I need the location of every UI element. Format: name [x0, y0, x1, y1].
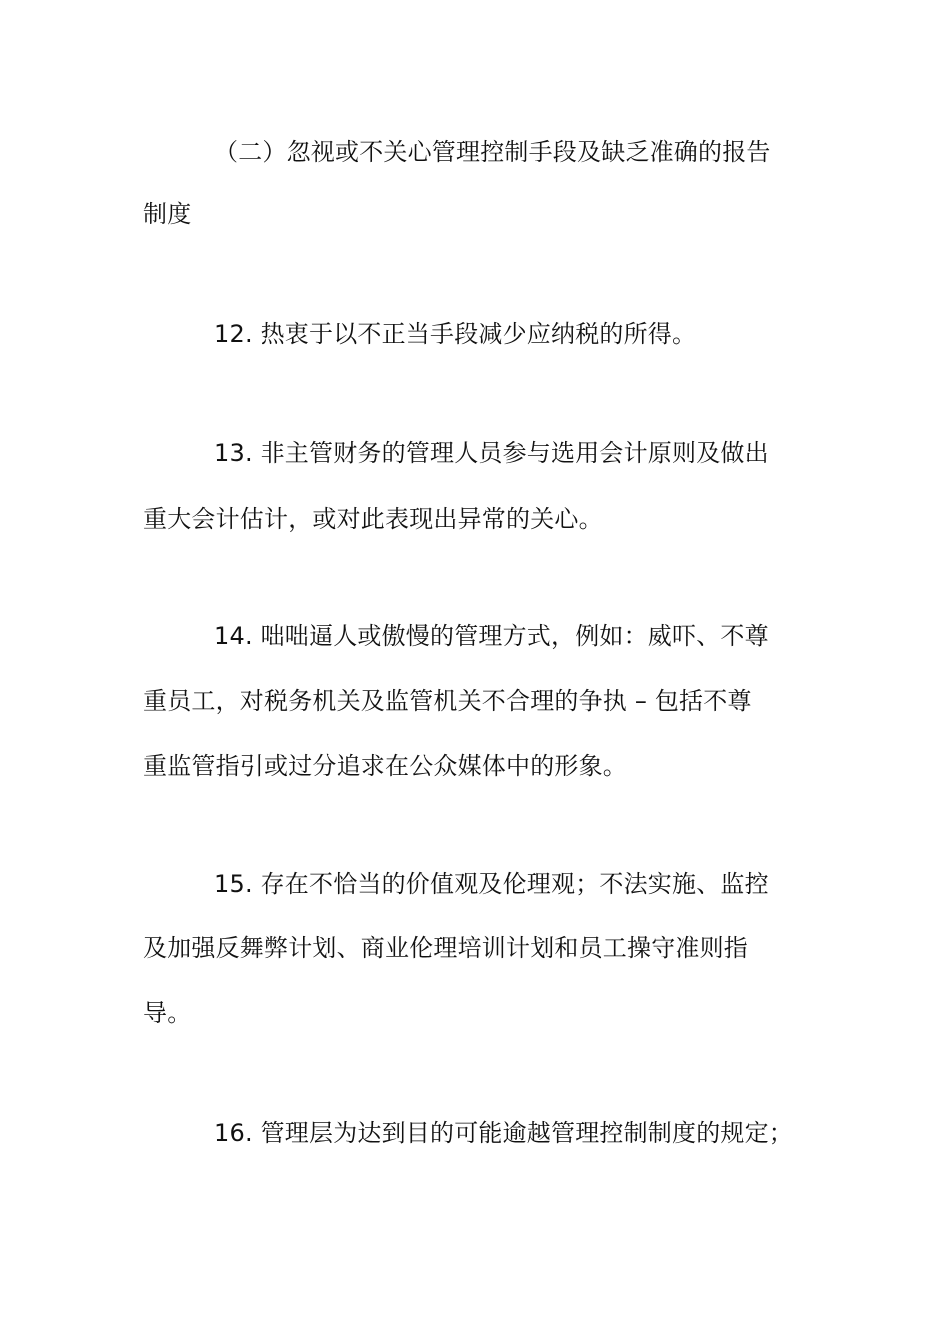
item-13-line-1: 13. 非主管财务的管理人员参与选用会计原则及做出	[214, 439, 769, 467]
section-heading-line-2: 制度	[143, 200, 192, 228]
item-15-line-1: 15. 存在不恰当的价值观及伦理观；不法实施、监控	[214, 870, 769, 898]
item-15-line-2: 及加强反舞弊计划、商业伦理培训计划和员工操守准则指	[143, 934, 748, 962]
item-12-line-1: 12. 热衷于以不正当手段减少应纳税的所得。	[214, 320, 697, 348]
item-15-line-3: 导。	[143, 999, 192, 1027]
item-16-line-1: 16. 管理层为达到目的可能逾越管理控制制度的规定；	[214, 1119, 793, 1147]
item-13-line-2: 重大会计估计，或对此表现出异常的关心。	[143, 505, 603, 533]
item-14-line-3: 重监管指引或过分追求在公众媒体中的形象。	[143, 752, 627, 780]
item-14-line-2: 重员工，对税务机关及监管机关不合理的争执 – 包括不尊	[143, 687, 752, 715]
section-heading-line-1: （二）忽视或不关心管理控制手段及缺乏准确的报告	[214, 138, 771, 166]
item-14-line-1: 14. 咄咄逼人或傲慢的管理方式，例如：威吓、不尊	[214, 622, 769, 650]
